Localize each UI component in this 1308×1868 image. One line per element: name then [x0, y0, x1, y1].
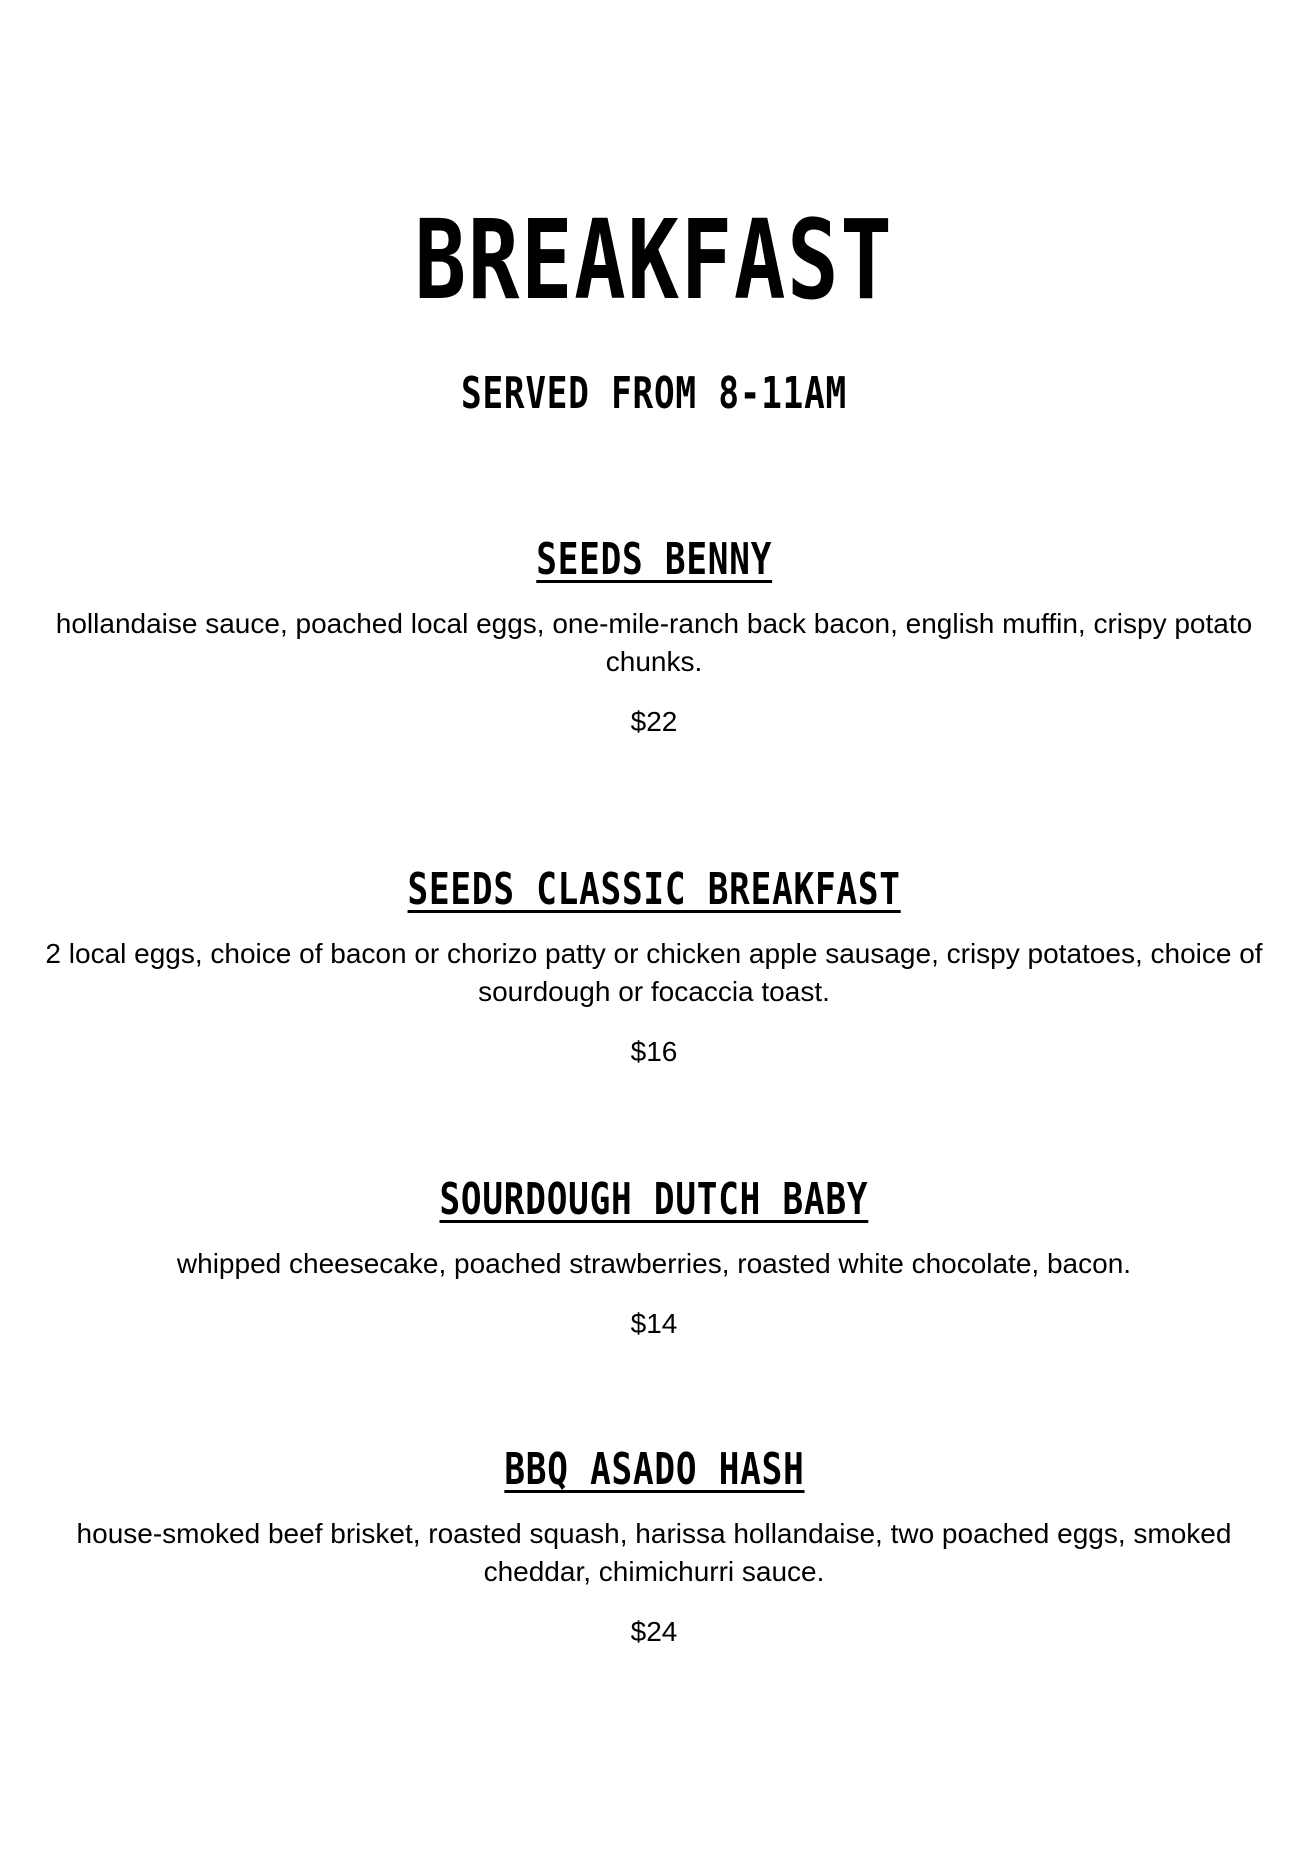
menu-item [0, 865, 1308, 1069]
menu-item-price: $16 [630, 1036, 678, 1067]
menu-item-description: 2 local eggs, choice of bacon or chorizo patty or chicken apple sausage, crispy potatoes, choice of sourdough or focaccia toast. [45, 938, 1263, 1007]
menu-item-name: SOURDOUGH DUTCH BABY [439, 1174, 869, 1225]
menu-item-price: $24 [630, 1616, 678, 1647]
menu-item-description: whipped cheesecake, poached strawberries, roasted white chocolate, bacon. [176, 1248, 1132, 1279]
menu-item-name: BBQ ASADO HASH [503, 1444, 805, 1495]
menu-item [0, 1175, 1308, 1341]
menu-item-name: SEEDS CLASSIC BREAKFAST [407, 864, 901, 915]
menu-title: BREAKFAST [414, 196, 894, 324]
menu-item [0, 1445, 1308, 1649]
menu-item-price: $14 [630, 1308, 678, 1339]
menu-item-name: SEEDS BENNY [536, 534, 772, 585]
menu-item-description: house-smoked beef brisket, roasted squash, harissa hollandaise, two poached eggs, smoked cheddar, chimichurri sauce. [76, 1518, 1232, 1587]
menu-item-price: $22 [630, 706, 678, 737]
menu-item [0, 535, 1308, 739]
serving-hours: SERVED FROM 8-11AM [461, 368, 847, 419]
menu-item-description: hollandaise sauce, poached local eggs, one-mile-ranch back bacon, english muffin, crispy potato chunks. [55, 608, 1253, 677]
